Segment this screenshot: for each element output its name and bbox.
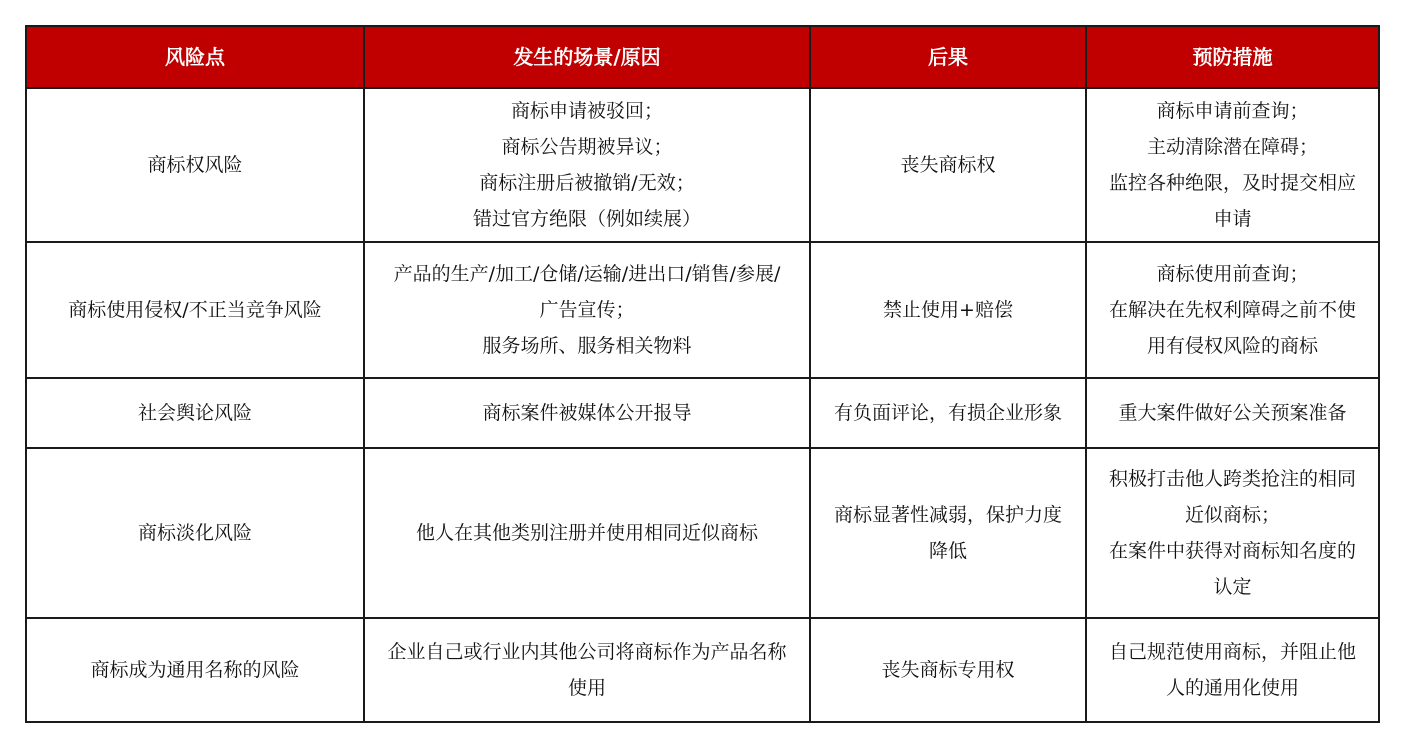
header-consequence: 后果 bbox=[810, 26, 1086, 88]
table-row bbox=[26, 618, 1379, 722]
risk-text: 商标权风险 bbox=[147, 154, 243, 176]
risk-text: 商标淡化风险 bbox=[137, 522, 252, 544]
risk-table-container bbox=[25, 25, 1378, 723]
table-row bbox=[26, 378, 1379, 448]
prevention-line: 在案件中获得对商标知名度的 bbox=[1108, 540, 1356, 562]
consequence-cell bbox=[810, 618, 1086, 722]
consequence-line: 禁止使用+赔偿 bbox=[883, 299, 1013, 321]
risk-cell bbox=[26, 448, 364, 618]
consequence-line: 丧失商标专用权 bbox=[881, 659, 1015, 681]
risk-table bbox=[25, 25, 1380, 723]
consequence-cell bbox=[810, 88, 1086, 242]
cause-cell bbox=[364, 618, 810, 722]
prevention-cell bbox=[1086, 378, 1379, 448]
prevention-line: 监控各种绝限，及时提交相应 bbox=[1108, 172, 1356, 194]
prevention-line: 重大案件做好公关预案准备 bbox=[1118, 402, 1347, 424]
table-row bbox=[26, 242, 1379, 378]
header-risk-point: 风险点 bbox=[26, 26, 364, 88]
consequence-line: 有负面评论，有损企业形象 bbox=[833, 402, 1062, 424]
prevention-cell bbox=[1086, 242, 1379, 378]
cause-line: 商标公告期被异议； bbox=[501, 136, 673, 158]
cause-line: 使用 bbox=[567, 677, 606, 699]
table-header bbox=[26, 26, 1379, 88]
prevention-cell bbox=[1086, 88, 1379, 242]
risk-cell bbox=[26, 88, 364, 242]
consequence-line: 丧失商标权 bbox=[900, 154, 996, 176]
header-prevention: 预防措施 bbox=[1086, 26, 1379, 88]
cause-cell bbox=[364, 448, 810, 618]
risk-cell bbox=[26, 618, 364, 722]
cause-line: 商标申请被驳回； bbox=[510, 100, 663, 122]
consequence-cell bbox=[810, 378, 1086, 448]
cause-line: 广告宣传； bbox=[539, 299, 635, 321]
cause-line: 商标案件被媒体公开报导 bbox=[482, 402, 692, 424]
prevention-cell bbox=[1086, 618, 1379, 722]
cause-cell bbox=[364, 378, 810, 448]
risk-cell bbox=[26, 242, 364, 378]
prevention-line: 用有侵权风险的商标 bbox=[1146, 335, 1318, 357]
cause-cell bbox=[364, 242, 810, 378]
risk-text: 商标使用侵权/不正当竞争风险 bbox=[68, 299, 322, 321]
prevention-cell bbox=[1086, 448, 1379, 618]
consequence-line: 降低 bbox=[928, 540, 967, 562]
prevention-line: 商标使用前查询； bbox=[1156, 263, 1309, 285]
consequence-line: 商标显著性减弱，保护力度 bbox=[833, 504, 1062, 526]
cause-line: 错过官方绝限（例如续展） bbox=[472, 208, 701, 230]
prevention-line: 近似商标； bbox=[1184, 504, 1280, 526]
prevention-line: 人的通用化使用 bbox=[1165, 677, 1299, 699]
header-row bbox=[26, 26, 1379, 88]
prevention-line: 商标申请前查询； bbox=[1156, 100, 1309, 122]
cause-line: 商标注册后被撤销/无效； bbox=[479, 172, 695, 194]
cause-cell bbox=[364, 88, 810, 242]
consequence-cell bbox=[810, 242, 1086, 378]
prevention-line: 在解决在先权利障碍之前不使 bbox=[1108, 299, 1356, 321]
prevention-line: 认定 bbox=[1213, 576, 1252, 598]
header-cause: 发生的场景/原因 bbox=[364, 26, 810, 88]
cause-line: 他人在其他类别注册并使用相同近似商标 bbox=[415, 522, 758, 544]
cause-line: 服务场所、服务相关物料 bbox=[482, 335, 692, 357]
risk-cell bbox=[26, 378, 364, 448]
table-body bbox=[26, 88, 1379, 722]
prevention-line: 自己规范使用商标，并阻止他 bbox=[1108, 641, 1356, 663]
prevention-line: 积极打击他人跨类抢注的相同 bbox=[1108, 468, 1356, 490]
table-row bbox=[26, 88, 1379, 242]
cause-line: 企业自己或行业内其他公司将商标作为产品名称 bbox=[387, 641, 787, 663]
risk-text: 商标成为通用名称的风险 bbox=[90, 659, 300, 681]
cause-line: 产品的生产/加工/仓储/运输/进出口/销售/参展/ bbox=[393, 263, 781, 285]
consequence-cell bbox=[810, 448, 1086, 618]
risk-text: 社会舆论风险 bbox=[137, 402, 252, 424]
prevention-line: 申请 bbox=[1213, 208, 1252, 230]
prevention-line: 主动清除潜在障碍； bbox=[1146, 136, 1318, 158]
table-row bbox=[26, 448, 1379, 618]
